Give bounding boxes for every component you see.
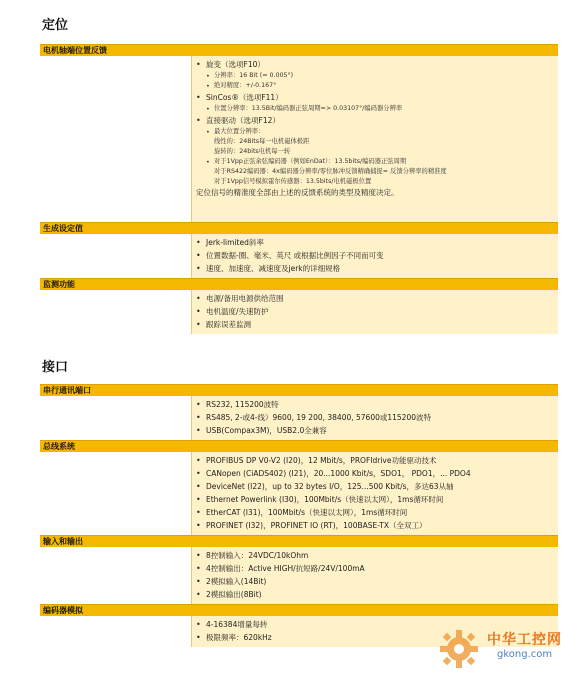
list-item: • 位置数据-圈、毫米、英尺 或根据比例因子不同而可变 (196, 249, 558, 262)
sub-item-text: 对于RS422编码器：4x编码器分辨率/零位脉冲反馈精确捕捉= 反馈分辨率的精准度 (214, 168, 447, 175)
header-monitoring: 监测功能 (40, 278, 558, 290)
motor-feedback-row (40, 56, 558, 222)
header-motor-feedback: 电机轴端位置反馈 (40, 44, 558, 56)
gear-logo-icon (437, 627, 481, 671)
list-item: • 旋变（选项F10） (196, 58, 558, 71)
header-setpoint: 生成设定值 (40, 222, 558, 234)
monitoring-row (40, 290, 558, 334)
watermark-title: 中华工控网 (487, 632, 562, 648)
list-item: • Ethernet Powerlink (I30)，100Mbit/s（快速以太网），1ms循环时间 (196, 493, 558, 506)
header-encoder: 编码器模拟 (40, 604, 558, 616)
setpoint-row (40, 234, 558, 278)
sub-item: • 最大位置分辨率： (196, 127, 558, 137)
list-item: • 速度、加速度、减速度及jerk的详细规格 (196, 262, 558, 275)
list-item: • 极限频率：620kHz (196, 631, 558, 644)
list-item: • RS232, 115200波特 (196, 398, 558, 411)
serial-row (40, 396, 558, 440)
watermark-url: gkong.com (497, 649, 553, 660)
list-item: • 2模拟输出(8Bit) (196, 588, 558, 601)
sub-item-text: 旋转的：24bits电机每一转 (214, 148, 291, 155)
sub-item-text: 线性的：24Bits每一电机磁体极距 (214, 138, 310, 145)
sub-item: • 绝对精度：+/-0.167° (196, 81, 558, 91)
list-item: • 4-16384增量每转 (196, 618, 558, 631)
list-item: • Jerk-limited斜率 (196, 236, 558, 249)
list-item: • EtherCAT (I31)，100Mbit/s（快速以太网），1ms循环时间 (196, 506, 558, 519)
section-title-interface: 接口 (42, 360, 69, 375)
list-item: • DeviceNet (I22)，up to 32 bytes I/O，125...500 Kbit/s，多达63从轴 (196, 480, 558, 493)
list-item: • PROFINET (I32)，PROFINET IO (RT)，100BASE-TX（全双工） (196, 519, 558, 532)
bus-row (40, 452, 558, 535)
list-item: • 跟踪误差监测 (196, 318, 558, 331)
list-item: • 8控制输入：24VDC/10kOhm (196, 549, 558, 562)
sub-item-text: 对于1Vpp信号模拟霍尔传感器：13.5bits/电机磁极位置 (214, 178, 372, 185)
io-row (40, 547, 558, 604)
header-serial: 串行通讯端口 (40, 384, 558, 396)
list-item: • CANopen (CiADS402) (I21)，20...1000 Kbit/s，SDO1， PDO1，... PDO4 (196, 467, 558, 480)
list-item: • 直接驱动（选项F12） (196, 114, 558, 127)
list-item: • SinCos®（选项F11） (196, 91, 558, 104)
header-io: 输入和输出 (40, 535, 558, 547)
list-item: • PROFIBUS DP V0-V2 (I20)，12 Mbit/s，PROFIdrive功能驱动技术 (196, 454, 558, 467)
positioning-table (40, 44, 558, 334)
list-item: • RS485, 2-或4-线）9600, 19 200, 38400, 57600或115200波特 (196, 411, 558, 424)
list-item: • 电源/备用电源供给范围 (196, 292, 558, 305)
header-bus: 总线系统 (40, 440, 558, 452)
list-item: • 电机温度/失速防护 (196, 305, 558, 318)
sub-item: • 位置分辨率：13.5Bit/编码器正弦周期=> 0.03107°/编码器分辨率 (196, 104, 558, 114)
interface-table (40, 384, 558, 647)
watermark (437, 621, 577, 673)
sub-item: • 分辨率：16 Bit (= 0.005°) (196, 71, 558, 81)
section-title-positioning: 定位 (42, 18, 69, 33)
list-item: • 2模拟输入(14Bit) (196, 575, 558, 588)
list-item: • USB(Compax3M)，USB2.0全兼容 (196, 424, 558, 437)
list-item: • 4控制输出：Active HIGH/抗短路/24V/100mA (196, 562, 558, 575)
sub-item: • 对于1Vpp正弦余弦编码器（例如EnDat）：13.5bits/编码器正弦周期 (196, 157, 558, 167)
accuracy-note: 定位信号的精准度全部由上述的反馈系统的类型及精度决定。 (196, 188, 399, 197)
